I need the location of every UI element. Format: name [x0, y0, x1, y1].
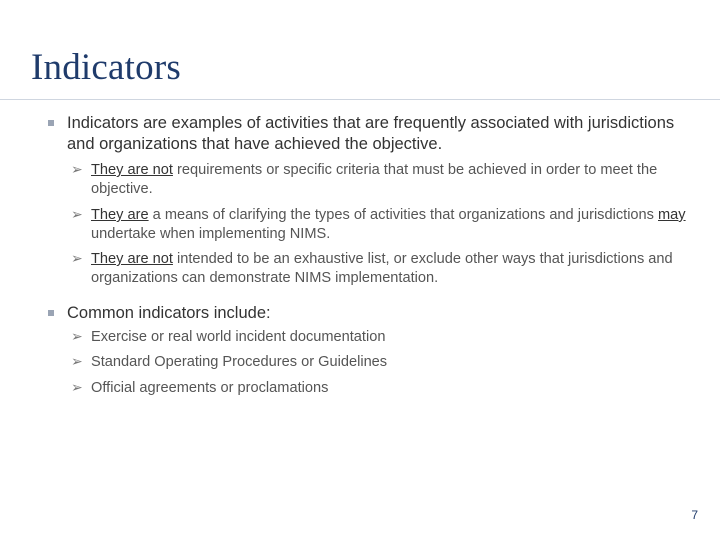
sub-bullet-1-1 [71, 161, 691, 199]
sub-bullet-1-2-text-b: undertake when implementing NIMS. [91, 226, 331, 242]
sub-bullet-1-2-emphasis: They are [91, 207, 149, 223]
sub-bullet-2-1 [71, 328, 691, 347]
sub-bullet-1-2 [71, 206, 691, 244]
bullet-2-text: Common indicators include: [67, 304, 271, 322]
sub-bullet-1-3-text: intended to be an exhaustive list, or exclude other ways that jurisdictions and organizations can demonstrate NIMS implementation. [91, 251, 673, 286]
arrow-bullet-icon: ➢ [71, 329, 83, 345]
sub-bullet-1-1-emphasis: They are not [91, 162, 173, 178]
bullet-1 [67, 113, 687, 155]
bullet-2 [67, 303, 687, 324]
arrow-bullet-icon: ➢ [71, 354, 83, 370]
sub-bullet-1-1-text: requirements or specific criteria that must be achieved in order to meet the objective. [91, 162, 658, 197]
square-bullet-icon [48, 120, 54, 126]
sub-bullet-2-1-text: Exercise or real world incident documentation [91, 329, 386, 345]
sub-bullet-1-3 [71, 250, 691, 288]
sub-bullet-1-2-text-a: a means of clarifying the types of activities that organizations and jurisdictions [148, 207, 659, 223]
square-bullet-icon [48, 310, 54, 316]
arrow-bullet-icon: ➢ [71, 162, 83, 178]
sub-bullet-1-2-emphasis-may: may [658, 207, 686, 223]
page-number: 7 [691, 508, 698, 522]
arrow-bullet-icon: ➢ [71, 251, 83, 267]
sub-bullet-1-3-emphasis: They are not [91, 251, 173, 267]
bullet-1-text: Indicators are examples of activities that are frequently associated with jurisdictions and organizations that have achieved the objective. [67, 114, 675, 153]
sub-bullet-2-3 [71, 379, 691, 398]
arrow-bullet-icon: ➢ [71, 207, 83, 223]
sub-bullet-2-2 [71, 353, 691, 372]
sub-bullet-2-2-text: Standard Operating Procedures or Guidelines [91, 354, 388, 370]
sub-bullet-2-3-text: Official agreements or proclamations [91, 380, 329, 396]
arrow-bullet-icon: ➢ [71, 380, 83, 396]
page-title: Indicators [31, 47, 181, 88]
